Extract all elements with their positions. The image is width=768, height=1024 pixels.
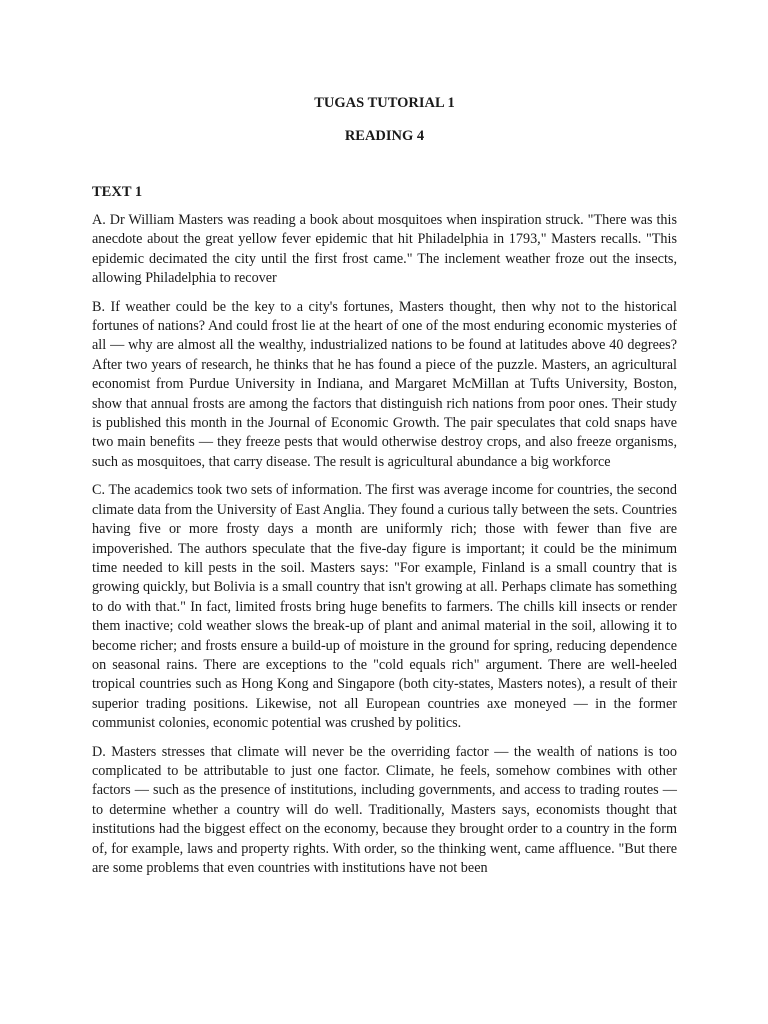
paragraph-c: C. The academics took two sets of information. The first was average income for countries, the second climate data from the University of East Anglia. They found a curious tally between the sets. Countries having five or more frosty days a month are uniformly rich; those with fewer than five are impoverished. The authors speculate that the five-day figure is important; it could be the minimum time needed to kill pests in the soil. Masters says: "For example, Finland is a small country that is growing quickly, but Bolivia is a small country that isn't growing at all. Perhaps climate has something to do with that." In fact, limited frosts bring huge benefits to farmers. The chills kill insects or render them inactive; cold weather slows the break-up of plant and animal material in the soil, allowing it to become richer; and frosts ensure a build-up of moisture in the ground for spring, reducing dependence on seasonal rains. There are exceptions to the "cold equals rich" argument. There are well-heeled tropical countries such as Hong Kong and Singapore (both city-states, Masters notes), a result of their superior trading positions. Likewise, not all European countries axe moneyed — in the former communist colonies, economic potential was crushed by politics. (92, 482, 677, 732)
paragraph-a: A. Dr William Masters was reading a book about mosquitoes when inspiration struck. "There was this anecdote about the great yellow fever epidemic that hit Philadelphia in 1793," Masters recalls. "This epidemic decimated the city until the first frost came." The inclement weather froze out the insects, allowing Philadelphia to recover (92, 212, 677, 287)
paragraph-b: B. If weather could be the key to a city's fortunes, Masters thought, then why not to the historical fortunes of nations? And could frost lie at the heart of one of the most enduring economic mysteries of all — why are almost all the wealthy, industrialized nations to be found at latitudes above 40 degrees? After two years of research, he thinks that he has found a piece of the puzzle. Masters, an agricultural economist from Purdue University in Indiana, and Margaret McMillan at Tufts University, Boston, show that annual frosts are among the factors that distinguish rich nations from poor ones. Their study is published this month in the Journal of Economic Growth. The pair speculates that cold snaps have two main benefits — they freeze pests that would otherwise destroy crops, and also freeze organisms, such as mosquitoes, that carry disease. The result is agricultural abundance a big workforce (92, 298, 677, 470)
section-heading: TEXT 1 (92, 184, 143, 200)
paragraph-d: D. Masters stresses that climate will never be the overriding factor — the wealth of nations is too complicated to be attributable to just one factor. Climate, he feels, somehow combines with other factors — such as the presence of institutions, including governments, and access to trading routes — to determine whether a country will do well. Traditionally, Masters says, economists thought that institutions had the biggest effect on the economy, because they brought order to a country in the form of, for example, laws and property rights. With order, so the thinking went, came affluence. "But there are some problems that even countries with institutions have not been (92, 743, 677, 876)
document-subtitle: READING 4 (344, 128, 425, 144)
document-title: TUGAS TUTORIAL 1 (314, 95, 455, 111)
body-text (92, 211, 677, 887)
